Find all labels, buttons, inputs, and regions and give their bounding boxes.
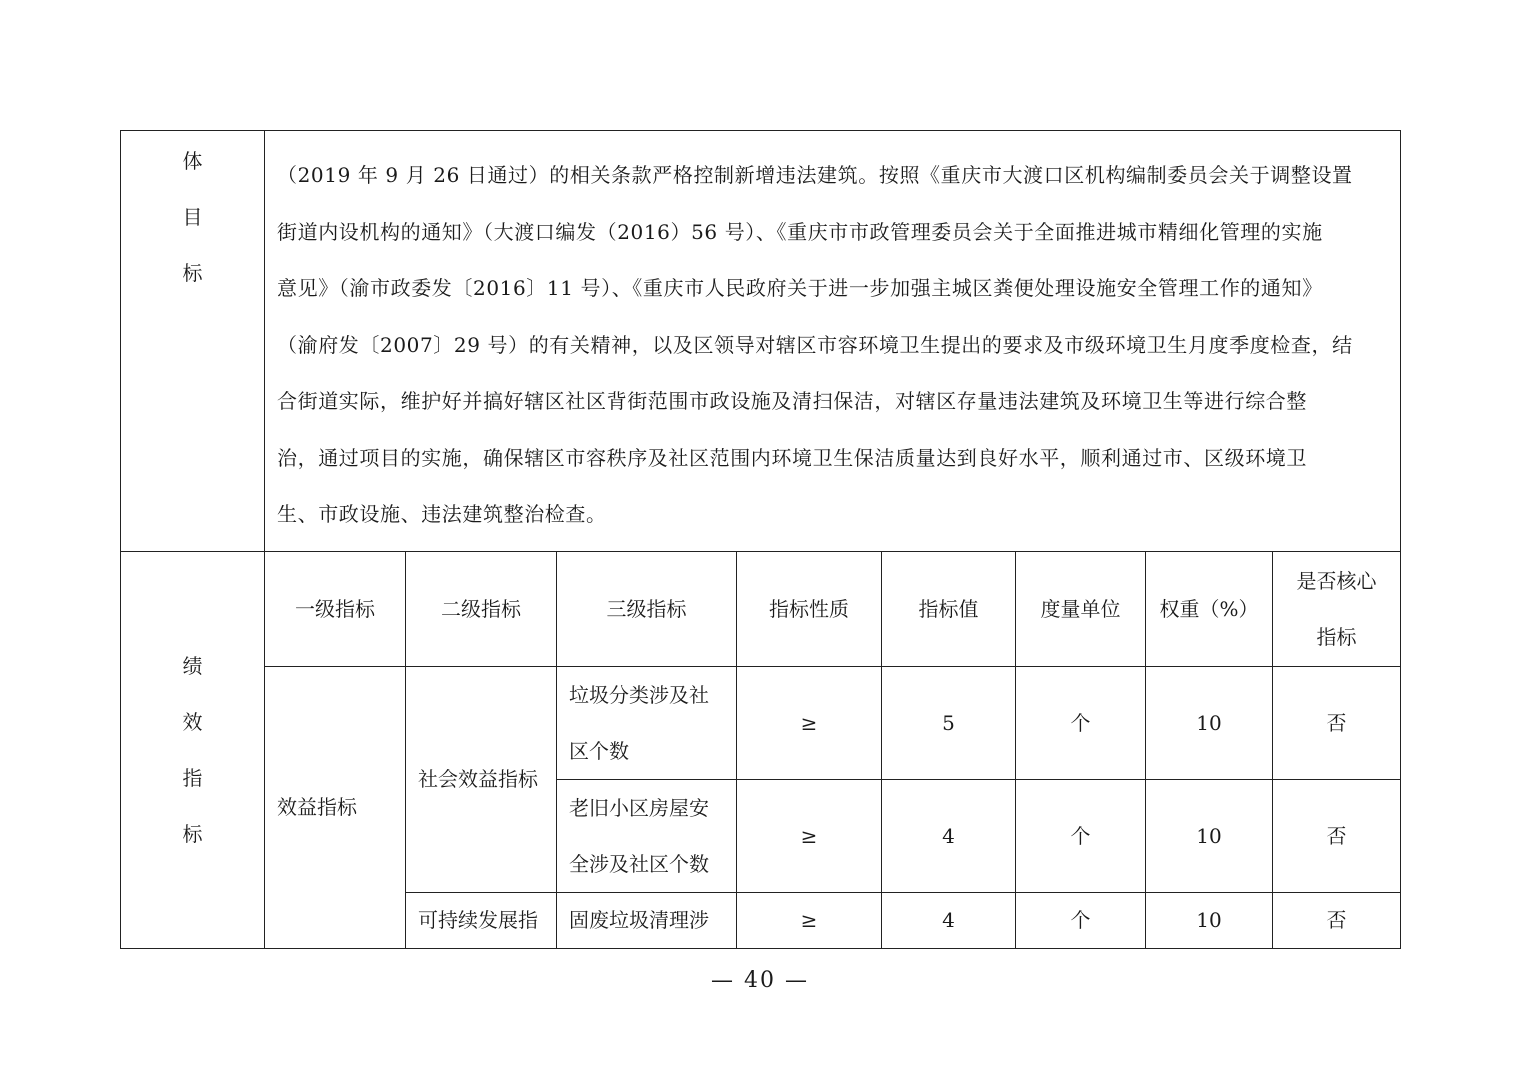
level3-line: 老旧小区房屋安 (569, 795, 709, 820)
value-cell: 4 (882, 779, 1016, 892)
performance-target-table (120, 130, 1401, 949)
label-char: 体 (182, 149, 203, 173)
indicator-header-row (121, 551, 1401, 666)
nature-cell: ≥ (737, 779, 882, 892)
header-core (1273, 551, 1401, 666)
header-weight: 权重（%） (1146, 551, 1273, 666)
unit-cell: 个 (1016, 892, 1146, 948)
unit-cell: 个 (1016, 779, 1146, 892)
paragraph-line: （渝府发〔2007〕29 号）的有关精神，以及区领导对辖区市容环境卫生提出的要求及市级环境卫生月度季度检查，结 (277, 332, 1353, 357)
header-core-line: 是否核心 (1296, 568, 1377, 593)
level3-cell (557, 779, 737, 892)
paragraph-line: 意见》（渝市政委发〔2016〕11 号）、《重庆市人民政府关于进一步加强主城区粪便处理设施安全管理工作的通知》 (277, 276, 1323, 300)
level3-line: 区个数 (569, 738, 629, 763)
weight-cell: 10 (1146, 892, 1273, 948)
header-value: 指标值 (882, 551, 1016, 666)
value-cell: 5 (882, 666, 1016, 779)
level3-line: 全涉及社区个数 (569, 851, 709, 876)
overall-target-label (121, 131, 265, 552)
header-level1: 一级指标 (265, 551, 406, 666)
paragraph-line: 街道内设机构的通知》（大渡口编发（2016）56 号）、《重庆市市政管理委员会关于全面推进城市精细化管理的实施 (277, 219, 1323, 244)
paragraph-line: （2019 年 9 月 26 日通过）的相关条款严格控制新增违法建筑。按照《重庆市大渡口区机构编制委员会关于调整设置 (277, 163, 1353, 187)
core-cell: 否 (1273, 666, 1401, 779)
level2-cell: 可持续发展指 (406, 892, 557, 948)
label-char: 标 (182, 261, 203, 285)
paragraph-line: 治，通过项目的实施，确保辖区市容秩序及社区范围内环境卫生保洁质量达到良好水平，顺利通过市、区级环境卫 (277, 445, 1307, 470)
page-number: — 40 — (711, 968, 809, 993)
level2-cell: 社会效益指标 (406, 666, 557, 892)
value-cell: 4 (882, 892, 1016, 948)
label-char: 标 (182, 821, 203, 846)
header-core-line: 指标 (1316, 624, 1357, 649)
core-cell: 否 (1273, 892, 1401, 948)
paragraph-line: 合街道实际，维护好并搞好辖区社区背街范围市政设施及清扫保洁，对辖区存量违法建筑及环境卫生等进行综合整 (277, 389, 1307, 413)
header-unit: 度量单位 (1016, 551, 1146, 666)
label-char: 指 (182, 765, 203, 790)
unit-cell: 个 (1016, 666, 1146, 779)
level3-cell (557, 666, 737, 779)
header-nature: 指标性质 (737, 551, 882, 666)
label-char: 绩 (182, 653, 203, 678)
overall-target-text (265, 131, 1401, 552)
core-cell: 否 (1273, 779, 1401, 892)
paragraph-line: 生、市政设施、违法建筑整治检查。 (277, 502, 607, 526)
header-level2: 二级指标 (406, 551, 557, 666)
nature-cell: ≥ (737, 892, 882, 948)
perf-indicator-label (121, 551, 265, 948)
level3-line: 垃圾分类涉及社 (569, 682, 709, 707)
nature-cell: ≥ (737, 666, 882, 779)
table-row (121, 666, 1401, 779)
overall-target-row (121, 131, 1401, 552)
level3-cell: 固废垃圾清理涉 (557, 892, 737, 948)
level1-cell: 效益指标 (265, 666, 406, 948)
weight-cell: 10 (1146, 666, 1273, 779)
label-char: 效 (182, 709, 203, 734)
weight-cell: 10 (1146, 779, 1273, 892)
header-level3: 三级指标 (557, 551, 737, 666)
label-char: 目 (182, 205, 203, 229)
